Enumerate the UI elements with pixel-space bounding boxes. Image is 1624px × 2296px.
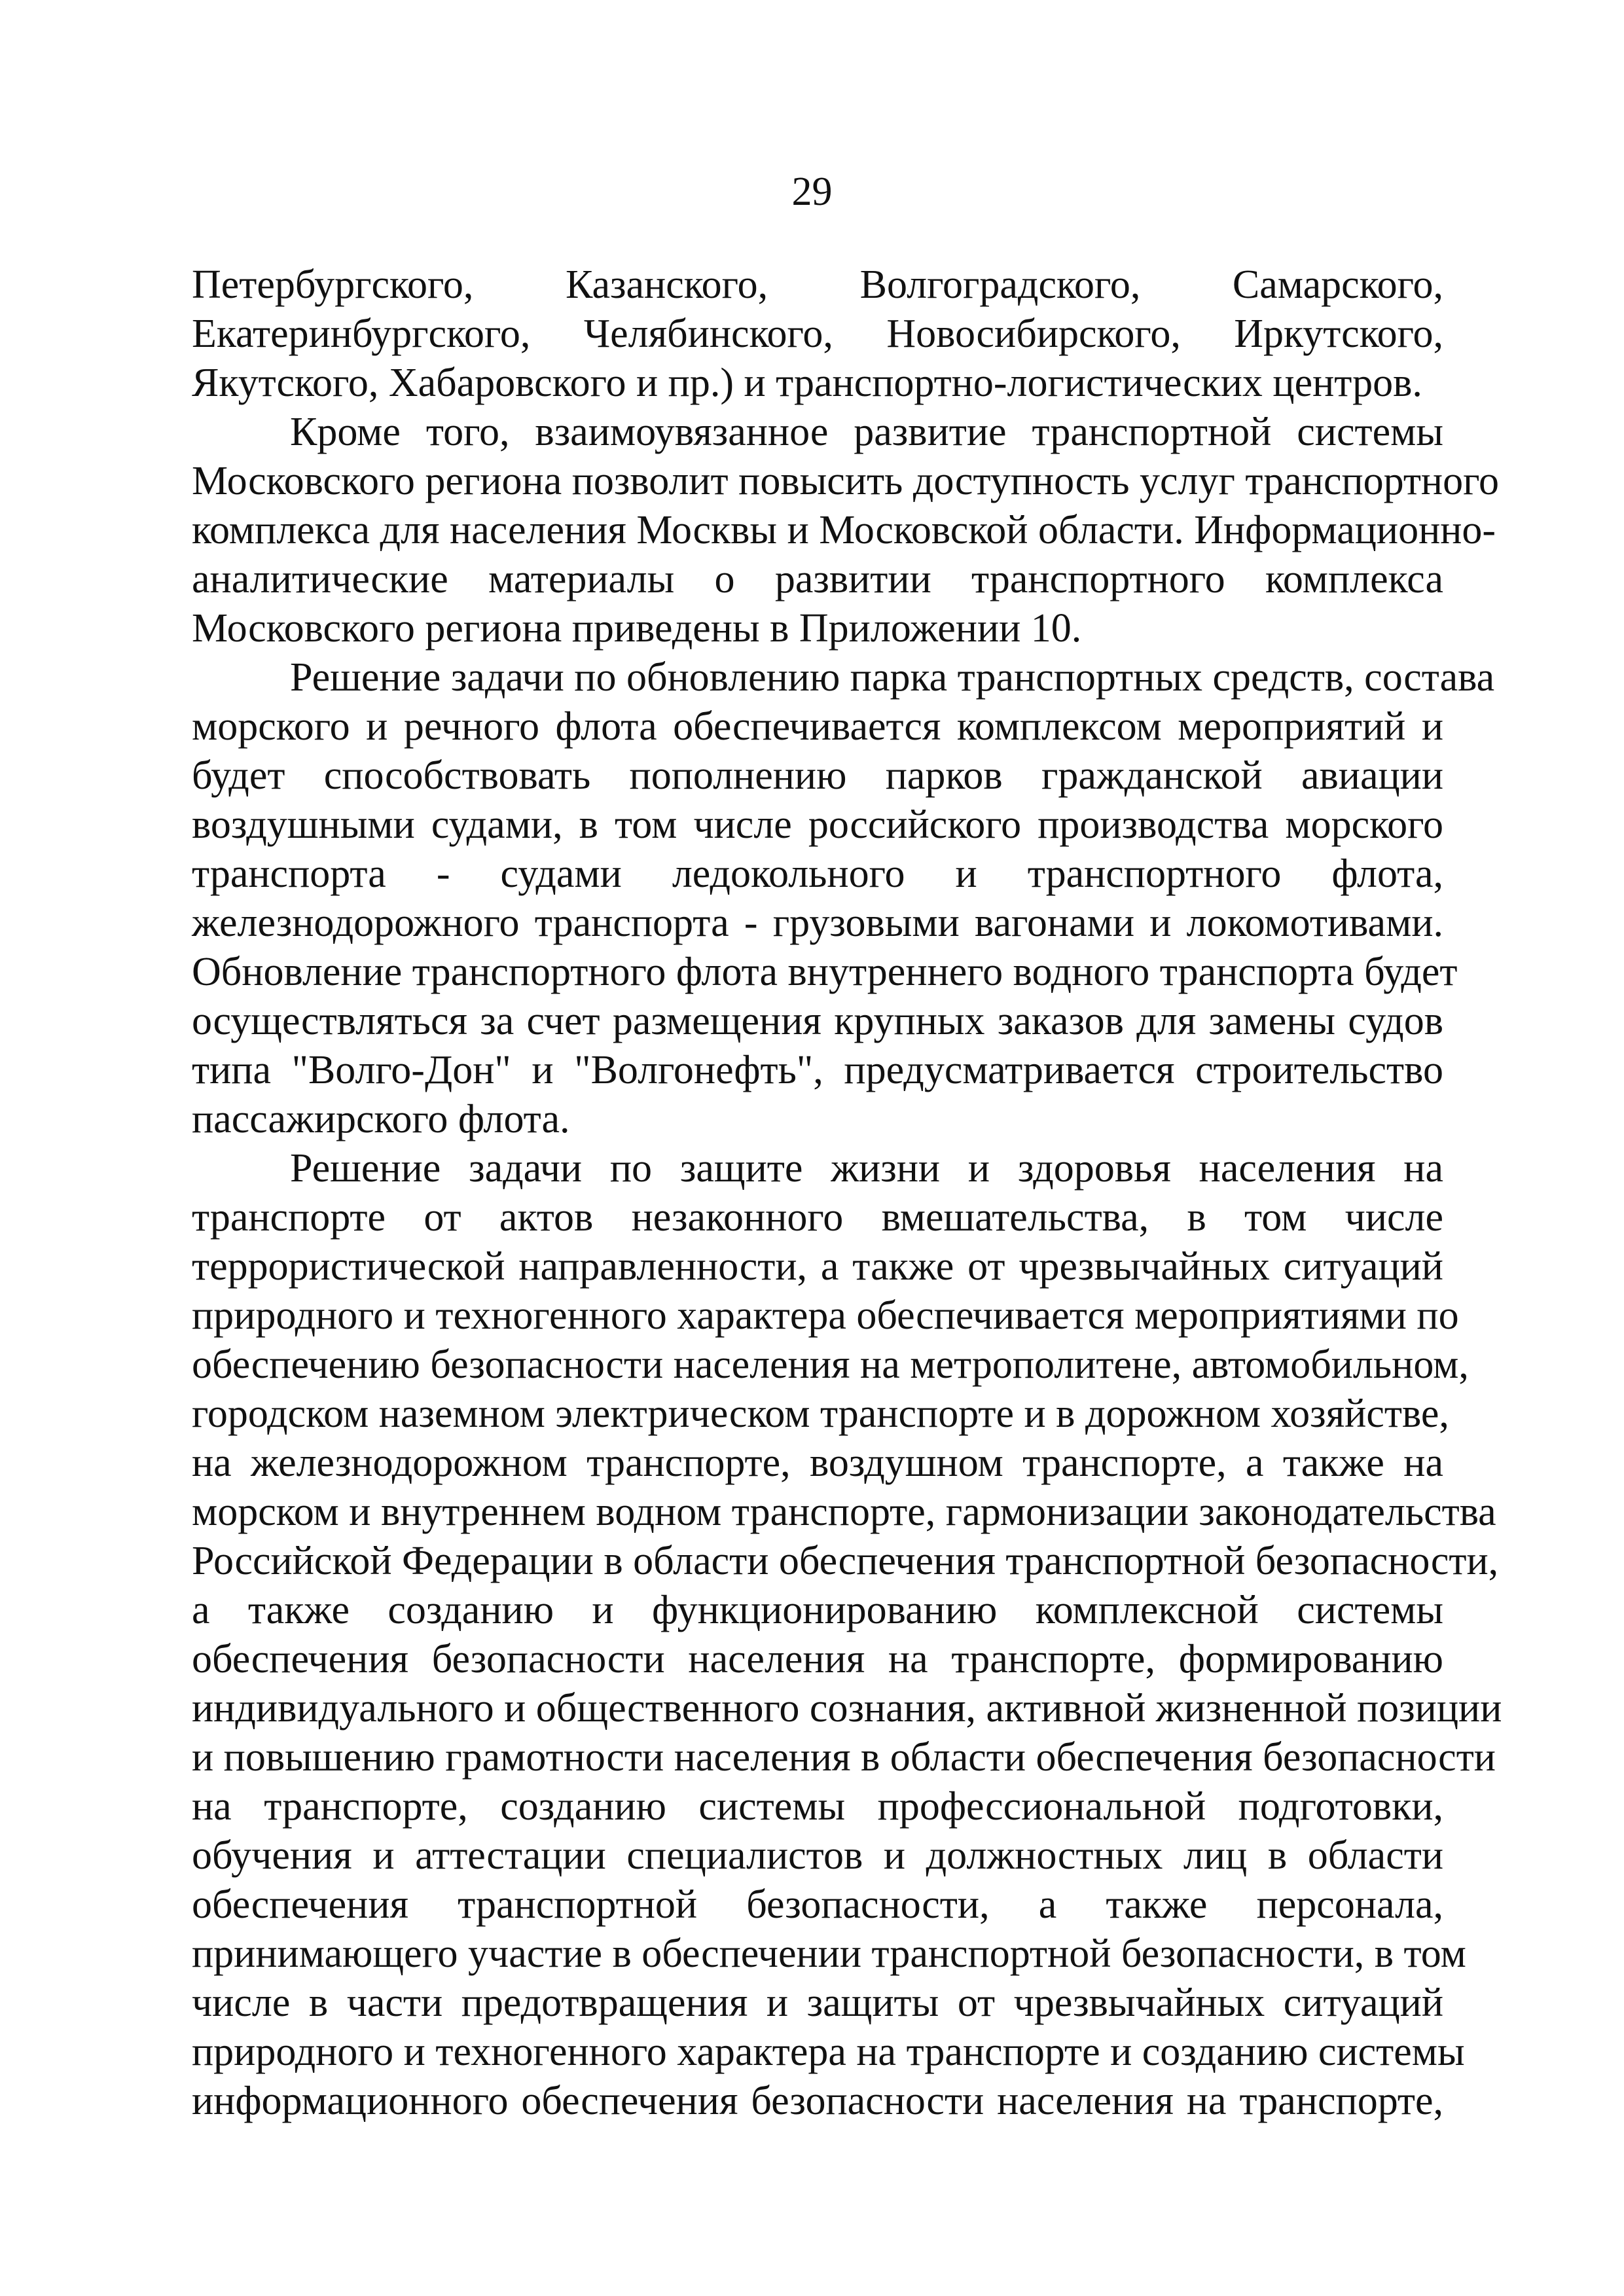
paragraph bbox=[192, 653, 1495, 1144]
text-line: Решение задачи по обновлению парка транспортных средств, состава bbox=[290, 655, 1495, 700]
document-body bbox=[192, 260, 1502, 2126]
text-line: аналитические материалы о развитии транспортного комплекса bbox=[192, 557, 1443, 601]
text-line: Российской Федерации в области обеспечения транспортной безопасности, bbox=[192, 1539, 1499, 1583]
text-line: и повышению грамотности населения в области обеспечения безопасности bbox=[192, 1735, 1496, 1780]
text-line: природного и техногенного характера обеспечивается мероприятиями по bbox=[192, 1293, 1459, 1338]
text-line: Петербургского, Казанского, Волгоградского, Самарского, bbox=[192, 262, 1443, 307]
text-line: типа "Волго-Дон" и "Волгонефть", предусматривается строительство bbox=[192, 1048, 1443, 1092]
text-line: Решение задачи по защите жизни и здоровья населения на bbox=[290, 1146, 1443, 1191]
text-line: обеспечения транспортной безопасности, а также персонала, bbox=[192, 1882, 1443, 1927]
text-line: морском и внутреннем водном транспорте, гармонизации законодательства bbox=[192, 1490, 1496, 1534]
text-line: индивидуального и общественного сознания, активной жизненной позиции bbox=[192, 1686, 1502, 1731]
text-line: Екатеринбургского, Челябинского, Новосибирского, Иркутского, bbox=[192, 312, 1443, 356]
text-line: террористической направленности, а также от чрезвычайных ситуаций bbox=[192, 1244, 1443, 1289]
text-line: транспорте от актов незаконного вмешательства, в том числе bbox=[192, 1195, 1443, 1240]
text-line: а также созданию и функционированию комплексной системы bbox=[192, 1588, 1443, 1632]
text-line: обеспечению безопасности населения на метрополитене, автомобильном, bbox=[192, 1342, 1469, 1387]
text-line: Кроме того, взаимоувязанное развитие транспортной системы bbox=[290, 410, 1443, 454]
text-line: природного и техногенного характера на транспорте и созданию системы bbox=[192, 2030, 1465, 2074]
paragraph bbox=[192, 260, 1443, 408]
text-line: числе в части предотвращения и защиты от чрезвычайных ситуаций bbox=[192, 1981, 1443, 2025]
text-line: воздушными судами, в том числе российского производства морского bbox=[192, 802, 1443, 847]
text-line: морского и речного флота обеспечивается комплексом мероприятий и bbox=[192, 704, 1443, 749]
paragraph bbox=[192, 1144, 1502, 2126]
text-line: Якутского, Хабаровского и пр.) и транспортно-логистических центров. bbox=[192, 361, 1422, 405]
text-line: Обновление транспортного флота внутреннего водного транспорта будет bbox=[192, 950, 1458, 994]
text-line: пассажирского флота. bbox=[192, 1097, 570, 1141]
text-line: комплекса для населения Москвы и Московской области. Информационно- bbox=[192, 508, 1496, 552]
text-line: информационного обеспечения безопасности населения на транспорте, bbox=[192, 2079, 1443, 2123]
paragraph bbox=[192, 408, 1499, 653]
text-line: транспорта - судами ледокольного и транспортного флота, bbox=[192, 852, 1443, 896]
text-line: принимающего участие в обеспечении транспортной безопасности, в том bbox=[192, 1931, 1466, 1976]
text-line: осуществляться за счет размещения крупных заказов для замены судов bbox=[192, 999, 1443, 1043]
text-line: городском наземном электрическом транспорте и в дорожном хозяйстве, bbox=[192, 1391, 1449, 1436]
text-line: на железнодорожном транспорте, воздушном транспорте, а также на bbox=[192, 1441, 1443, 1485]
page-number: 29 bbox=[791, 170, 833, 214]
text-line: железнодорожного транспорта - грузовыми вагонами и локомотивами. bbox=[192, 901, 1443, 945]
text-line: на транспорте, созданию системы профессиональной подготовки, bbox=[192, 1784, 1443, 1829]
text-line: будет способствовать пополнению парков гражданской авиации bbox=[192, 753, 1443, 798]
text-line: Московского региона позволит повысить доступность услуг транспортного bbox=[192, 459, 1499, 503]
text-line: Московского региона приведены в Приложении 10. bbox=[192, 606, 1082, 651]
text-line: обеспечения безопасности населения на транспорте, формированию bbox=[192, 1637, 1443, 1681]
text-line: обучения и аттестации специалистов и должностных лиц в области bbox=[192, 1833, 1443, 1878]
